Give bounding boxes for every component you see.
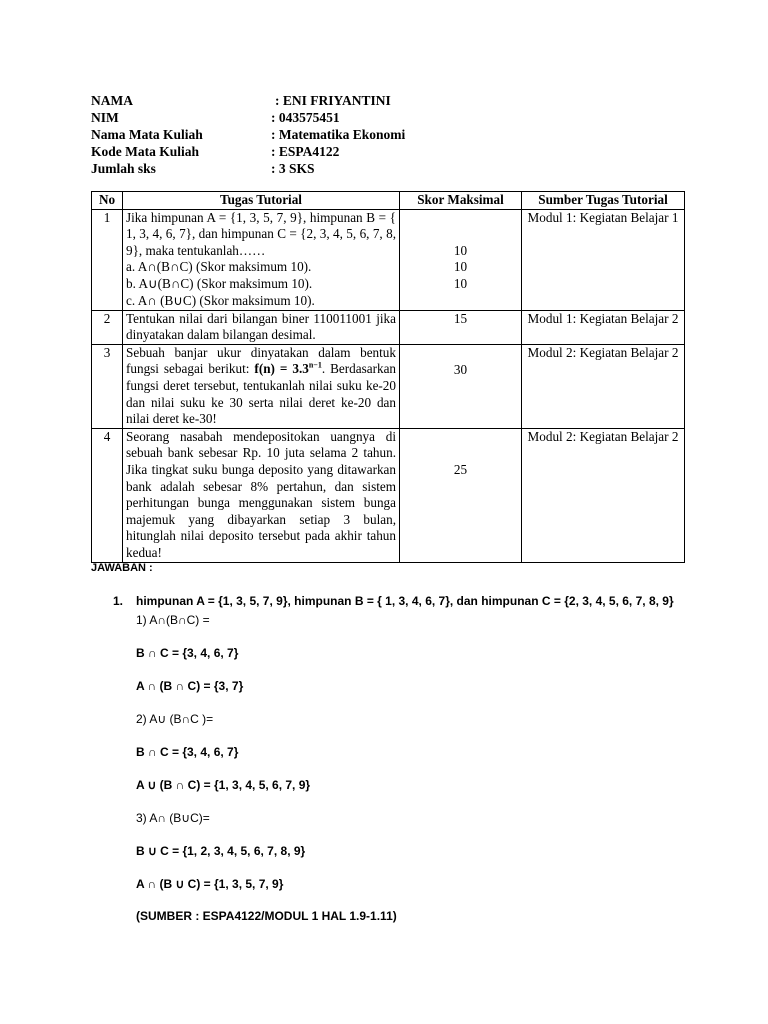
- info-label: Kode Mata Kuliah: [91, 144, 200, 159]
- task-text-post: . Berdasarkan fungsi deret tersebut, tentukanlah nilai suku ke-20 dan nilai suku ke 30 serta nilai deret ke-20 dan nilai deret ke-30!: [126, 361, 397, 427]
- row-number: 3: [92, 344, 123, 428]
- table-row: [92, 344, 685, 428]
- score-a: 10: [453, 242, 468, 258]
- question-text: himpunan A = {1, 3, 5, 7, 9}, himpunan B = { 1, 3, 4, 6, 7}, dan himpunan C = {2, 3, 4, 5, 6, 7, 8, 9}: [136, 594, 674, 608]
- answer-line: 3) A∩ (B∪C)=: [136, 811, 210, 825]
- info-label: Nama Mata Kuliah: [91, 127, 203, 142]
- info-row-nim: [91, 109, 405, 126]
- score-value: 25: [453, 461, 468, 477]
- table-header-row: [92, 192, 685, 210]
- info-value: : ESPA4122: [271, 144, 340, 159]
- info-label: NAMA: [91, 93, 133, 108]
- question-number: 1.: [113, 594, 124, 608]
- row-number: 4: [92, 428, 123, 562]
- answer-line: A ∪ (B ∩ C) = {1, 3, 4, 5, 6, 7, 9}: [136, 778, 311, 792]
- score-cell: 15: [400, 310, 522, 344]
- answers-title: JAWABAN :: [91, 562, 153, 574]
- info-value: : 3 SKS: [271, 161, 315, 176]
- col-header-source: Sumber Tugas Tutorial: [522, 192, 685, 210]
- col-header-task: Tugas Tutorial: [123, 192, 400, 210]
- score-cell: [400, 428, 522, 562]
- table-row: [92, 310, 685, 344]
- task-item-b: b. A∪(B∩C) (Skor maksimum 10).: [126, 275, 313, 291]
- info-row-sks: [91, 160, 405, 177]
- info-label: NIM: [91, 110, 119, 125]
- task-item-a: a. A∩(B∩C) (Skor maksimum 10).: [126, 259, 312, 275]
- table-row: [92, 209, 685, 310]
- answer-line: B ∩ C = {3, 4, 6, 7}: [136, 745, 239, 759]
- info-value: : Matematika Ekonomi: [271, 127, 406, 142]
- answer-line: 1) A∩(B∩C) =: [136, 613, 210, 627]
- source-cell: Modul 1: Kegiatan Belajar 1: [522, 209, 685, 310]
- source-cell: Modul 1: Kegiatan Belajar 2: [522, 310, 685, 344]
- row-number: 2: [92, 310, 123, 344]
- score-b: 10: [453, 259, 468, 275]
- answer-line: A ∩ (B ∪ C) = {1, 3, 5, 7, 9}: [136, 877, 284, 891]
- row-number: 1: [92, 209, 123, 310]
- task-text-pre: Sebuah banjar ukur dinyatakan dalam bentuk fungsi sebagai berikut:: [126, 344, 396, 377]
- task-text: Seorang nasabah mendepositokan uangnya di sebuah bank sebesar Rp. 10 juta selama 2 tahun. Jika tingkat suku bunga deposito yang ditawarkan bank adalah sebesar 8% pertahun, dan sistem perhitungan bunga menggunakan sistem bunga majemuk yang dibayarkan setiap 3 bulan, hitunglah nilai deposito tersebut pada akhir tahun kedua!: [123, 428, 400, 562]
- answer-line: 2) A∪ (B∩C )=: [136, 712, 214, 726]
- col-header-score: Skor Maksimal: [400, 192, 522, 210]
- task-item-c: c. A∩ (B∪C) (Skor maksimum 10).: [126, 292, 315, 308]
- source-reference: (SUMBER : ESPA4122/MODUL 1 HAL 1.9-1.11): [136, 909, 397, 923]
- info-row-nama: [91, 92, 405, 109]
- score-value: 30: [453, 361, 468, 377]
- info-row-course-name: [91, 126, 405, 143]
- tutorial-task-table: [91, 191, 685, 563]
- answer-line: B ∩ C = {3, 4, 6, 7}: [136, 646, 239, 660]
- answer-line: A ∩ (B ∩ C) = {3, 7}: [136, 679, 244, 693]
- table-row: [92, 428, 685, 562]
- score-c: 10: [453, 275, 468, 291]
- col-header-no: No: [92, 192, 123, 210]
- info-value: : ENI FRIYANTINI: [275, 93, 391, 108]
- formula: f(n) = 3.3: [254, 361, 309, 377]
- answer-line: B ∪ C = {1, 2, 3, 4, 5, 6, 7, 8, 9}: [136, 844, 306, 858]
- info-row-course-code: [91, 143, 405, 160]
- score-cell: [400, 344, 522, 428]
- info-label: Jumlah sks: [91, 161, 156, 176]
- score-cell: [400, 209, 522, 310]
- task-cell: [123, 209, 400, 310]
- info-value: : 043575451: [271, 110, 340, 125]
- task-cell: [123, 344, 400, 428]
- student-info: [91, 92, 405, 177]
- task-text: Jika himpunan A = {1, 3, 5, 7, 9}, himpunan B = { 1, 3, 4, 6, 7}, dan himpunan C = {2, 3, 4, 5, 6, 7, 8, 9}, maka tentukanlah……: [126, 209, 396, 258]
- source-cell: Modul 2: Kegiatan Belajar 2: [522, 428, 685, 562]
- formula-exponent: n−1: [308, 360, 322, 370]
- task-text: Tentukan nilai dari bilangan biner 110011001 jika dinyatakan dalam bilangan desimal.: [123, 310, 400, 344]
- source-cell: Modul 2: Kegiatan Belajar 2: [522, 344, 685, 428]
